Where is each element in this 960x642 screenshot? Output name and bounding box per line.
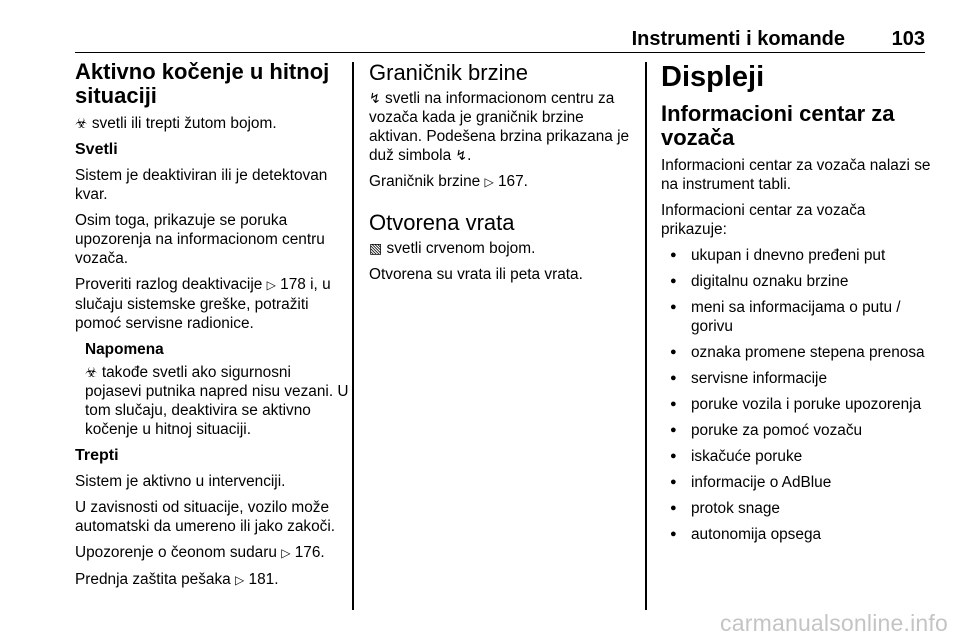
subheading: Svetli bbox=[75, 141, 118, 158]
page-reference[interactable]: 176. bbox=[294, 544, 325, 561]
page-number: 103 bbox=[891, 28, 925, 50]
page-header bbox=[75, 26, 925, 53]
aeb-warning-icon: ☣ bbox=[85, 364, 98, 380]
reference-arrow-icon: ▷ bbox=[266, 278, 276, 292]
door-open-icon: ▧ bbox=[369, 240, 383, 256]
paragraph: Proveriti razlog deaktivacije ▷ 178 i, u slučaju sistemske greške, potražiti pomoć servisne radionice. bbox=[75, 276, 331, 332]
paragraph: ☣ svetli ili trepti žutom bojom. bbox=[75, 115, 277, 132]
list-item: ● protok snage bbox=[661, 499, 931, 518]
column-1 bbox=[75, 60, 350, 597]
chapter-heading: Displeji bbox=[661, 61, 765, 93]
watermark: carmanualsonline.info bbox=[720, 610, 948, 636]
section-heading: Otvorena vrata bbox=[369, 210, 515, 235]
column-divider bbox=[352, 62, 354, 610]
list-item: ● poruke vozila i poruke upozorenja bbox=[661, 395, 931, 414]
list-item: ● poruke za pomoć vozaču bbox=[661, 421, 931, 440]
paragraph: Sistem je aktivno u intervenciji. bbox=[75, 473, 286, 490]
paragraph: Sistem je deaktiviran ili je detektovan kvar. bbox=[75, 167, 328, 203]
header-title: Instrumenti i komande bbox=[631, 28, 845, 50]
list-item: ● iskačuće poruke bbox=[661, 447, 931, 466]
list-item: ● servisne informacije bbox=[661, 369, 931, 388]
paragraph: Osim toga, prikazuje se poruka upozorenja na informacionom centru vozača. bbox=[75, 212, 325, 267]
paragraph: Otvorena su vrata ili peta vrata. bbox=[369, 266, 583, 283]
reference-arrow-icon: ▷ bbox=[281, 546, 291, 560]
page-reference[interactable]: 181. bbox=[248, 571, 279, 588]
subheading: Trepti bbox=[75, 447, 119, 464]
note-title: Napomena bbox=[85, 341, 164, 358]
paragraph: Informacioni centar za vozača prikazuje: bbox=[661, 202, 866, 238]
note-box bbox=[85, 340, 350, 439]
column-divider bbox=[645, 62, 647, 610]
list-item: ● meni sa informacijama o putu / gorivu bbox=[661, 298, 931, 336]
section-heading: Aktivno kočenje u hitnoj situaciji bbox=[75, 59, 330, 108]
cross-reference: Upozorenje o čeonom sudaru ▷ 176. bbox=[75, 544, 325, 561]
list-item: ● ukupan i dnevno pređeni put bbox=[661, 246, 931, 265]
list-item: ● digitalnu oznaku brzine bbox=[661, 272, 931, 291]
reference-arrow-icon: ▷ bbox=[484, 175, 494, 189]
feature-list bbox=[661, 246, 931, 544]
cross-reference: Prednja zaštita pešaka ▷ 181. bbox=[75, 571, 279, 588]
section-heading: Graničnik brzine bbox=[369, 60, 528, 85]
reference-arrow-icon: ▷ bbox=[235, 573, 245, 587]
aeb-warning-icon: ☣ bbox=[75, 115, 88, 131]
paragraph: ▧ svetli crvenom bojom. bbox=[369, 240, 536, 257]
list-item: ● informacije o AdBlue bbox=[661, 473, 931, 492]
page-reference[interactable]: 178 bbox=[280, 276, 306, 293]
cross-reference: Graničnik brzine ▷ 167. bbox=[369, 173, 528, 190]
paragraph: U zavisnosti od situacije, vozilo može automatski da umereno ili jako zakoči. bbox=[75, 499, 336, 535]
page-reference[interactable]: 167. bbox=[498, 173, 528, 190]
list-item: ● autonomija opsega bbox=[661, 525, 931, 544]
speed-limiter-icon: ↯ bbox=[455, 147, 468, 163]
speed-limiter-icon: ↯ bbox=[369, 90, 381, 106]
paragraph: Informacioni centar za vozača nalazi se na instrument tabli. bbox=[661, 157, 931, 193]
note-text: ☣ takođe svetli ako sigurnosni pojasevi putnika napred nisu vezani. U tom slučaju, deaktivira se aktivno kočenje u hitnoj situaciji. bbox=[85, 364, 349, 438]
paragraph: ↯ svetli na informacionom centru za vozača kada je graničnik brzine aktivan. Podešena brzina prikazana je duž simbola ↯. bbox=[369, 90, 630, 164]
column-3 bbox=[661, 60, 931, 551]
column-2 bbox=[369, 60, 637, 291]
list-item: ● oznaka promene stepena prenosa bbox=[661, 343, 931, 362]
section-heading: Informacioni centar za vozača bbox=[661, 101, 895, 150]
